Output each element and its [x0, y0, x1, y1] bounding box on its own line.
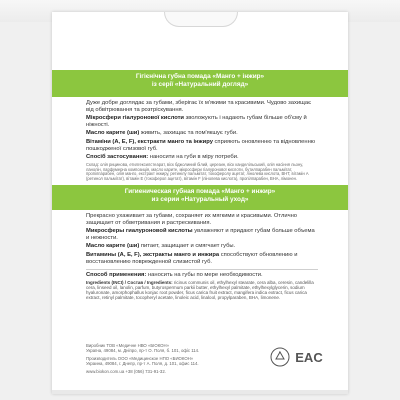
maker-ua-name: Виробник ТОВ «Медичне НВО «БІОКОН»	[86, 343, 170, 348]
ru-usage: Способ применения: наносить на губы по мере необходимости.	[86, 271, 263, 278]
ua-usage: Спосіб застосування: наносити на губи в міру потреби.	[86, 153, 239, 160]
title-ua-line1: Гігієнічна губна помада «Манго + інжир»	[135, 73, 265, 80]
ua-shea: Масло карите (ши) живить, захищає та пом'якшує губи.	[86, 130, 238, 137]
ingredients-inci: Ingredients (INCI) / Состав / Ingredients: ricinus communis oil, ethylhexyl stearate, cera alba, ceresin, candelilla cera, linseed oil, lanolin, parfum, butyrospermum parkii butter, ethylhexyl palmitate, ethylhexylglycerin, sodium hyaluronate, amorphophallus konjac root powder, ficus carica fruit extract, mangifera indica extract, ficus carica extract, retinyl palmitate, tocopheryl acetate, linoleic acid, linalool, propylparaben, BHA, limonene.	[86, 279, 314, 301]
maker-ru-name: Производитель ООО «Медицинское НПО «БИОКОН»	[86, 356, 194, 361]
ru-intro: Прекрасно ухаживает за губами, сохраняет их мягкими и красивыми. Отлично защищает от обветривания и растрескивания.	[86, 213, 298, 226]
title-ru-line1: Гигиеническая губная помада «Манго + инжир»	[124, 188, 276, 195]
title-ua-line2: із серії «Натуральний догляд»	[151, 81, 249, 89]
title-ru-line2: из серии «Натуральный уход»	[151, 196, 249, 204]
ru-shea: Масло карите (ши) питает, защищает и смягчает губы.	[86, 243, 236, 250]
bottom-edge	[52, 390, 348, 394]
box-tuck-flap	[164, 12, 238, 27]
certification-marks	[266, 347, 326, 369]
title-band-ukrainian	[52, 70, 348, 97]
divider	[86, 269, 318, 270]
recycling-icon	[270, 347, 290, 367]
product-box-back	[52, 12, 348, 394]
ua-intro: Дуже добре доглядає за губами, зберігає їх м'якими та красивими. Чудово захищає від обвітрювання та розтріскування.	[86, 100, 312, 113]
eac-mark-icon	[294, 347, 324, 367]
maker-contact: www.biokon.com.ua +38 (056) 731-91-32.	[86, 369, 166, 374]
ru-hyaluronic: Микросферы гиалуроновой кислоты увлажняют и придают губам больше объема и нежности.	[86, 228, 315, 242]
title-band-russian	[52, 185, 348, 210]
maker-ru-address: Украина, 49084, г. Днепр, пр-т А. Поля, д. 101, офис 114.	[86, 361, 199, 367]
maker-ua	[86, 343, 256, 353]
ua-composition: Склад: олія рицинова, етилгексилстеарат, віск бджолиний білий, церезин, віск канделільський, олія насіння льону, ланолін, парфумерна композиція, масло карите, мікросфери гіалуронової кислоти, бутилпарабен пальмітат, пропілпарабен, олія манго, екстракт інжиру, ретинілу пальмітат, токоферолу ацетат, лінолева кислота, ВНТ, вітамін A (ретинол пальмітат), вітамін E (токоферол ацетат), вітамін F (лінолева кислота), пропілпарабен, ВНА, лімонен.	[86, 161, 309, 182]
ua-hyaluronic: Мікросфери гіалуронової кислоти зволожують і надають губам більше об'єму й ніжності.	[86, 115, 307, 129]
maker-ru	[86, 356, 256, 366]
ru-vitamins: Витамины (A, E, F), экстракты манго и инжира способствуют обновлению и восстановлению поврежденной слизистой губ.	[86, 251, 298, 265]
ukrainian-text-block	[86, 100, 318, 183]
manufacturer-info	[86, 343, 256, 377]
maker-ua-address: Україна, 49084, м. Дніпро, пр-т О. Поля, б. 101, офіс 114.	[86, 348, 200, 354]
russian-text-block	[86, 213, 318, 302]
ua-vitamins: Вітаміни (A, E, F), екстракти манго та інжиру сприяють оновленню та відновленню пошкодженої слизової губ.	[86, 138, 316, 152]
svg-text:EAC: EAC	[295, 350, 323, 365]
